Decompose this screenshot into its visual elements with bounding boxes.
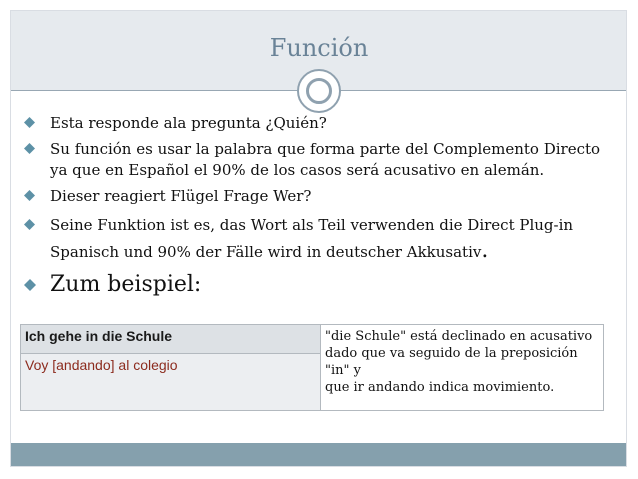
bullet-text: Zum beispiel: <box>50 272 202 297</box>
inner-ring <box>306 78 332 104</box>
slide-title: Función <box>269 34 369 62</box>
bullet-text: Esta responde ala pregunta ¿Quién? <box>50 114 327 132</box>
example-table <box>20 324 604 411</box>
decorative-circle-icon <box>297 69 341 113</box>
bullet-item <box>20 113 620 134</box>
table-cell-explanation <box>321 325 604 411</box>
table-row <box>21 325 604 354</box>
bullet-text: Dieser reagiert Flügel Frage Wer? <box>50 187 312 205</box>
bullet-period: . <box>481 238 489 263</box>
explanation-line: dado que va seguido de la preposición <box>325 346 578 361</box>
bullet-text: Seine Funktion ist es, das Wort als Teil verwenden die Direct Plug-in Spanisch und 90% der Fälle wird in deutscher Akkusativ <box>50 216 574 261</box>
explanation-line: "in" y <box>325 363 361 378</box>
bullet-list <box>20 113 620 305</box>
bullet-icon <box>24 279 36 291</box>
bullet-icon <box>24 117 35 128</box>
explanation-line: que ir andando indica movimiento. <box>325 380 555 395</box>
bullet-item <box>20 139 620 181</box>
explanation-line: "die Schule" está declinado en acusativo <box>325 329 593 344</box>
footer-band <box>11 443 626 466</box>
table-cell: Ich gehe in die Schule <box>21 325 321 354</box>
table-cell: Voy [andando] al colegio <box>21 354 321 411</box>
bullet-item <box>20 212 620 265</box>
bullet-text: Su función es usar la palabra que forma parte del Complemento Directo ya que en Español el 90% de los casos será acusativo en alemán. <box>50 140 601 179</box>
bullet-icon <box>24 219 35 230</box>
bullet-item <box>20 186 620 207</box>
bullet-icon <box>24 143 35 154</box>
bullet-icon <box>24 190 35 201</box>
bullet-item <box>20 270 620 300</box>
